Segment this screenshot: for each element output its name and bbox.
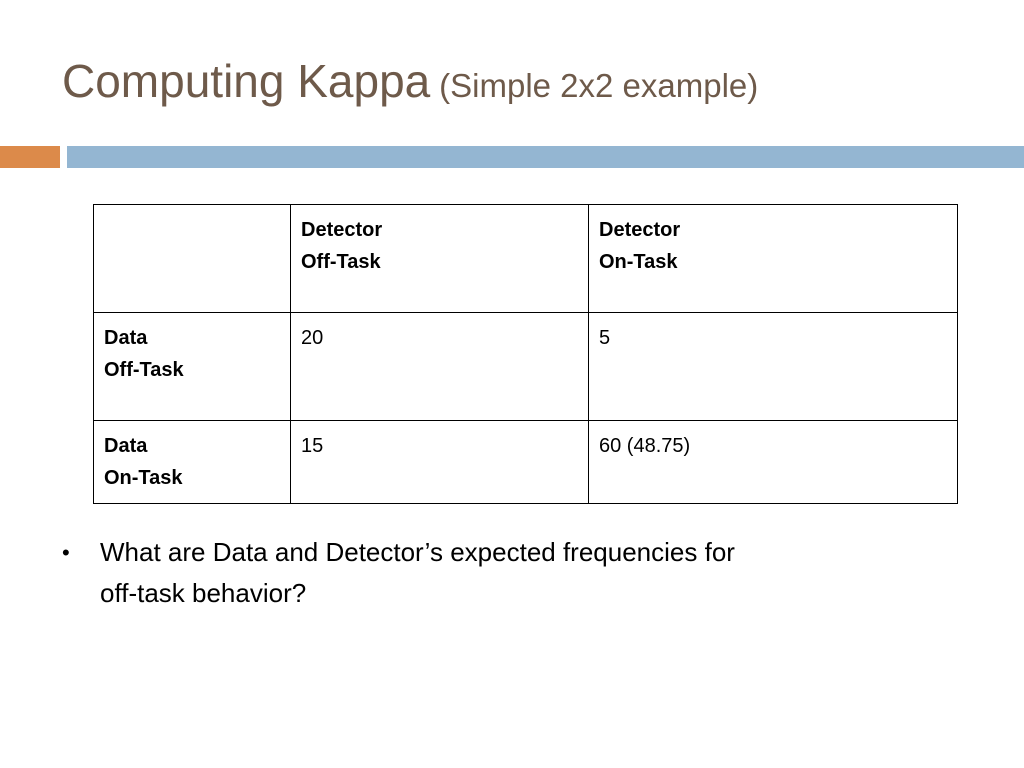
table-corner-cell	[94, 205, 291, 313]
row-label-line: Data	[104, 327, 148, 349]
header-line: Off-Task	[301, 251, 381, 273]
bullet-marker: •	[62, 540, 70, 565]
header-detector-off-task	[291, 205, 589, 313]
row-label-line: Data	[104, 435, 148, 457]
table-cell: 20	[291, 313, 589, 421]
kappa-contingency-table	[93, 204, 958, 504]
bullet-text-line: off-task behavior?	[100, 578, 307, 608]
table-cell: 5	[589, 313, 958, 421]
slide-title	[62, 55, 759, 107]
accent-bar-orange	[0, 146, 60, 168]
row-label-data-off-task	[94, 313, 291, 421]
table-row	[94, 313, 958, 421]
header-detector-on-task	[589, 205, 958, 313]
row-label-data-on-task	[94, 421, 291, 504]
row-label-line: On-Task	[104, 467, 183, 489]
slide-title-subtitle: (Simple 2x2 example)	[439, 67, 759, 104]
header-line: Detector	[301, 219, 383, 241]
bullet-item	[62, 532, 962, 614]
header-line: On-Task	[599, 251, 678, 273]
slide-title-main: Computing Kappa	[62, 55, 431, 107]
bullet-list	[62, 532, 962, 614]
table-cell: 60 (48.75)	[589, 421, 958, 504]
accent-bar-blue	[67, 146, 1024, 168]
row-label-line: Off-Task	[104, 359, 184, 381]
table-row	[94, 421, 958, 504]
bullet-text-line: What are Data and Detector’s expected frequencies for	[100, 537, 735, 567]
table-header-row	[94, 205, 958, 313]
table-cell: 15	[291, 421, 589, 504]
header-line: Detector	[599, 219, 681, 241]
